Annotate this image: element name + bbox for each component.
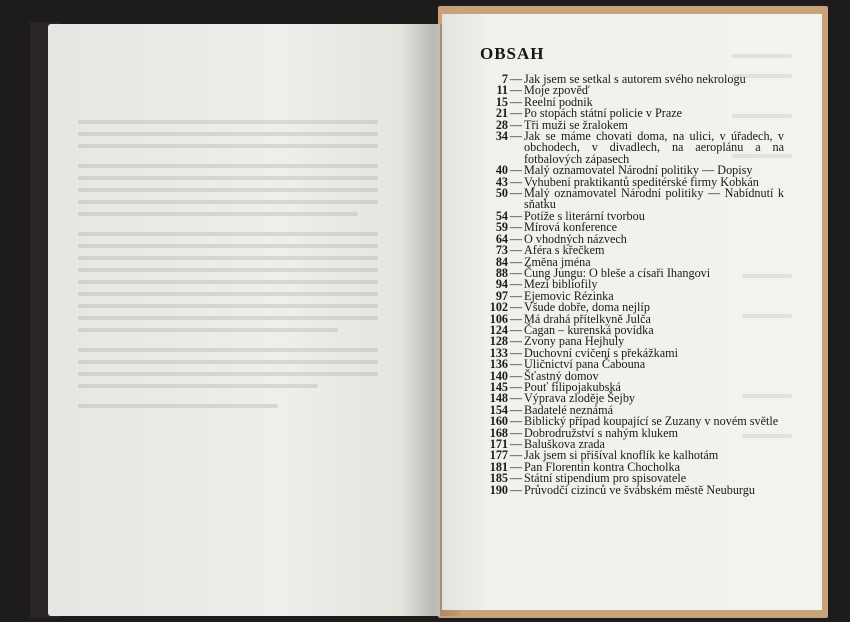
toc-chapter-title: Tři muži se žralokem	[524, 117, 628, 132]
toc-page-number: 50	[495, 186, 508, 201]
toc-page-number: 59	[495, 220, 508, 235]
toc-dash: —	[509, 174, 523, 189]
toc-page-number: 94	[495, 277, 508, 292]
toc-chapter-title: Potíže s literární tvorbou	[524, 208, 645, 223]
toc-chapter-title: Zvony pana Hejhuly	[524, 334, 625, 349]
toc-dash: —	[509, 254, 523, 269]
toc-entry	[478, 188, 784, 211]
toc-dash: —	[509, 357, 523, 372]
toc-chapter-title: Dobrodružství s nahým klukem	[524, 425, 679, 440]
toc-dash: —	[509, 106, 523, 121]
toc-dash: —	[509, 368, 523, 383]
toc-dash: —	[509, 117, 523, 132]
toc-page-number: 181	[489, 459, 508, 474]
toc-dash: —	[509, 277, 523, 292]
toc-chapter-title: Uličnictví pana Čabouna	[524, 357, 646, 372]
toc-chapter-title: Malý oznamovatel Národní politiky — Dopisy	[524, 163, 753, 178]
right-page	[442, 14, 822, 610]
toc-page-number: 177	[489, 448, 508, 463]
toc-dash: —	[509, 471, 523, 486]
toc-dash: —	[509, 379, 523, 394]
toc-chapter-title: Mírová konference	[524, 220, 618, 235]
toc-chapter-title: Jak jsem se setkal s autorem svého nekrologu	[524, 72, 746, 86]
toc-page-number: 64	[495, 231, 508, 246]
toc-dash: —	[509, 482, 523, 497]
toc-page-number: 54	[495, 208, 508, 223]
toc-page-number: 102	[489, 300, 508, 315]
toc-chapter-title: Všude dobře, doma nejlíp	[524, 300, 650, 315]
toc-page-number: 148	[489, 391, 508, 406]
toc-chapter-title: Reelní podnik	[524, 94, 593, 109]
toc-page-number: 28	[495, 117, 508, 132]
toc-title: OBSAH	[480, 44, 545, 63]
bleed-through-text	[48, 24, 440, 616]
toc-entry	[478, 482, 784, 497]
toc-dash: —	[509, 94, 523, 109]
toc-page-number: 128	[489, 334, 508, 349]
toc-dash: —	[509, 186, 523, 201]
toc-dash: —	[509, 425, 523, 440]
toc-page-number: 88	[495, 265, 508, 280]
toc-page-number: 15	[495, 94, 508, 109]
toc-dash: —	[509, 220, 523, 235]
toc-page-number: 171	[489, 437, 508, 451]
toc-chapter-title: Ejemovic Rézinka	[524, 288, 614, 303]
toc-dash: —	[509, 265, 523, 280]
toc-chapter-title: Čung Jungu: O bleše a císaři Ihangovi	[524, 265, 711, 280]
toc-page-number: 40	[495, 163, 508, 178]
toc-chapter-title: Jak jsem si přišíval knoflík ke kalhotám	[524, 448, 719, 463]
toc-chapter-title: Moje zpověď	[524, 83, 590, 98]
toc-dash: —	[509, 83, 523, 98]
toc-dash: —	[509, 208, 523, 223]
toc-page-number: 190	[489, 482, 508, 497]
toc-chapter-title: Duchovní cvičení s překážkami	[524, 345, 678, 360]
toc-dash: —	[509, 437, 523, 451]
toc-dash: —	[509, 322, 523, 337]
toc-page-number: 106	[489, 311, 508, 326]
toc-page-number: 73	[495, 243, 508, 258]
toc-dash: —	[509, 231, 523, 246]
toc-chapter-title: Výprava zloděje Šejby	[524, 391, 636, 406]
toc-page-number: 140	[489, 368, 508, 383]
left-page	[48, 24, 440, 616]
toc-dash: —	[509, 334, 523, 349]
toc-page-number: 168	[489, 425, 508, 440]
toc-page-number: 43	[495, 174, 508, 189]
toc-page-number: 97	[495, 288, 508, 303]
toc-chapter-title: Pan Florentin kontra Chocholka	[524, 459, 681, 474]
toc-chapter-title: Má drahá přítelkyně Julča	[524, 311, 651, 326]
toc-dash: —	[509, 414, 523, 429]
toc-page-number: 11	[496, 83, 508, 98]
toc-chapter-title: Biblický případ koupající se Zuzany v novém světle	[524, 414, 779, 429]
toc-page-number: 34	[495, 129, 508, 144]
toc-dash: —	[509, 459, 523, 474]
toc-page-number: 124	[489, 322, 508, 337]
toc-chapter-title: Baluškova zrada	[524, 437, 605, 451]
toc-dash: —	[509, 402, 523, 417]
toc-dash: —	[509, 345, 523, 360]
toc-dash: —	[509, 163, 523, 178]
toc-chapter-title: Státní stipendium pro spisovatele	[524, 471, 687, 486]
toc-dash: —	[509, 391, 523, 406]
toc-page-number: 84	[495, 254, 508, 269]
toc-page-number: 133	[489, 345, 508, 360]
toc-chapter-title: Malý oznamovatel Národní politiky — Nabídnutí k sňatku	[524, 186, 784, 212]
toc-dash: —	[509, 129, 523, 144]
toc-chapter-title: Jak se máme chovati doma, na ulici, v úřadech, v obchodech, v divadlech, na aeroplánu a na fotbalových zápasech	[524, 129, 784, 166]
toc-page-number: 185	[489, 471, 508, 486]
toc-dash: —	[509, 448, 523, 463]
toc-page-number: 21	[495, 106, 508, 121]
toc-chapter-title: Šťastný domov	[524, 368, 599, 383]
toc-chapter-title: Změna jména	[524, 254, 591, 269]
toc-chapter-title: O vhodných názvech	[524, 231, 627, 246]
toc-page-number: 154	[489, 402, 508, 417]
toc-page-number: 145	[489, 379, 508, 394]
toc-page-number: 136	[489, 357, 508, 372]
toc-list	[478, 74, 784, 496]
toc-chapter-title: Vyhubení praktikantů speditérské firmy Kobkán	[524, 174, 759, 189]
toc-page-number: 160	[489, 414, 508, 429]
toc-dash: —	[509, 300, 523, 315]
toc-chapter-title: Mezi bibliofily	[524, 277, 598, 292]
toc-chapter-title: Po stopách státní policie v Praze	[524, 106, 683, 121]
toc-dash: —	[509, 288, 523, 303]
toc-dash: —	[509, 72, 523, 86]
toc-chapter-title: Průvodčí cizinců ve švábském městě Neuburgu	[524, 482, 755, 497]
toc-dash: —	[509, 243, 523, 258]
toc-entry	[478, 131, 784, 165]
toc-chapter-title: Aféra s křečkem	[524, 243, 605, 258]
toc-chapter-title: Badatelé neznámá	[524, 402, 613, 417]
toc-page-number: 7	[501, 72, 508, 86]
toc-chapter-title: Čagan – kurenská povídka	[524, 322, 654, 337]
toc-dash: —	[509, 311, 523, 326]
toc-chapter-title: Pouť filipojakubská	[524, 379, 621, 394]
